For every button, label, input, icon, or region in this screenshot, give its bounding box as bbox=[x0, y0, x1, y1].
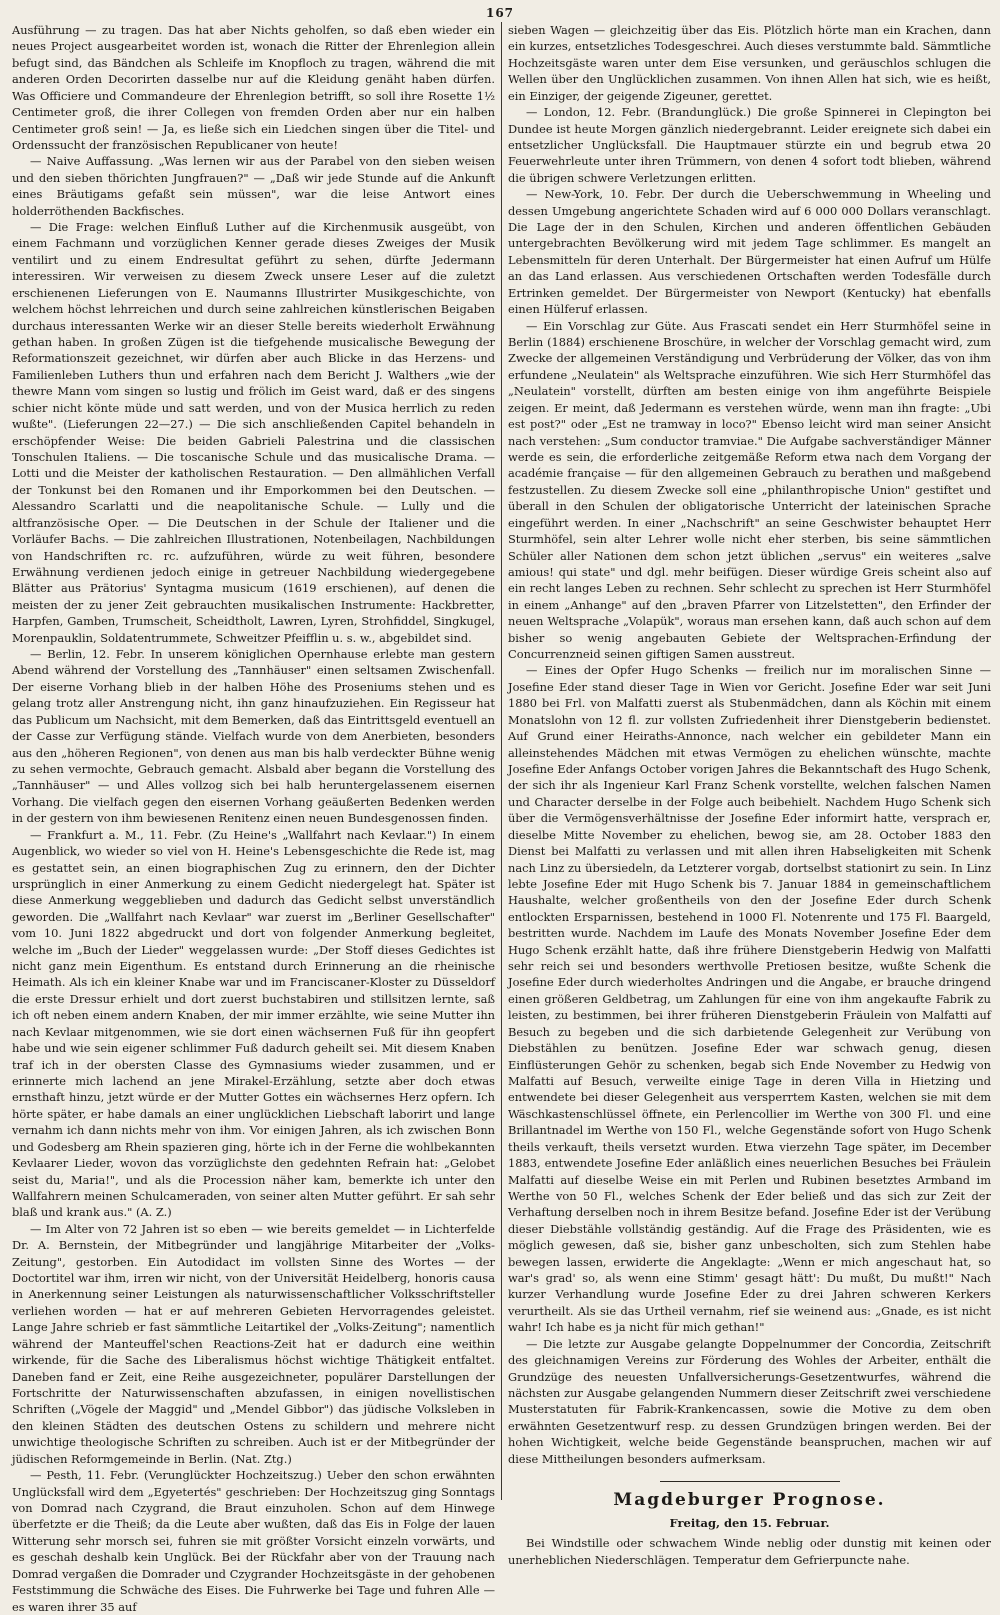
article-paragraph: Ausführung — zu tragen. Das hat aber Nichts geholfen, so daß eben wieder ein neues Project ausgearbeitet worden ist, wonach die Ritter der Ehrenlegion allein befugt sind, das Bändchen als Schleife im Knopfloch zu tragen, während die mit anderen Orden Decorirten dasselbe nur auf die Kleidung genäht haben dürfen. Was Officiere und Commandeure der Ehrenlegion betrifft, so soll ihre Rosette 1½ Centimeter groß, die ihrer Collegen von fremden Orden aber nur ein halben Centimeter groß sein! — Ja, es ließe sich ein Liedchen singen über die Titel- und Ordenssucht der französischen Republicaner von heute! bbox=[12, 23, 495, 152]
article-paragraph: — New-York, 10. Febr. Der durch die Ueberschwemmung in Wheeling und dessen Umgebung angerichtete Schaden wird auf 6 000 000 Dollars veranschlagt. Die Lage der in den Schulen, Kirchen und anderen öffentlichen Gebäuden untergebrachten Bevölkerung wird mit jedem Tage schlimmer. Es mangelt an Lebensmitteln für deren Unterhalt. Der Bürgermeister hat einen Aufruf um Hülfe an das Land erlassen. Aus verschiedenen Ortschaften werden Todesfälle durch Ertrinken gemeldet. Der Bürgermeister von Newport (Kentucky) hat ebenfalls einen Hülferuf erlassen. bbox=[508, 187, 991, 317]
article-paragraph: — Pesth, 11. Febr. (Verunglückter Hochzeitszug.) Ueber den schon erwähnten Unglücksfall wird dem „Egyetertés" geschrieben: Der Hochzeitszug ging Sonntags von Domrad nach Czygrand, die Braut einzuholen. Schon auf dem Hinwege überfetzte er die Theiß; da die Leute aber wußten, daß das Eis in Folge der lauen Witterung sehr morsch sei, fuhren sie mit größter Vorsicht einzeln vorwärts, und es geschah deshalb kein Unglück. Bei der Rückfahr aber von der Trauung nach Domrad vergaßen die Domrader und Czygrander Hochzeitsgäste in der gehobenen Feststimmung die Schwäche des Eises. Die Fuhrwerke bei Tage und fuhren Alle — es waren ihrer 35 auf bbox=[12, 1468, 495, 1614]
article-paragraph: — Eines der Opfer Hugo Schenks — freilich nur im moralischen Sinne — Josefine Eder stand dieser Tage in Wien vor Gericht. Josefine Eder war seit Juni 1880 bei Frl. von Malfatti zuerst als Stubenmädchen, dann als Köchin mit einem Monatslohn von 12 fl. zur vollsten Zufriedenheit ihrer Dienstgeberin bedienstet. Auf Grund einer Heiraths-Annonce, nach welcher ein gebildeter Mann ein alleinstehendes Mädchen mit etwas Vermögen zu ehelichen wünschte, machte Josefine Eder Anfangs October vorigen Jahres die Bekanntschaft des Hugo Schenk, der sich ihr als Ingenieur Karl Franz Schenk vorstellte, welchen falschen Namen und Character derselbe in der Folge auch beibehielt. Nachdem Hugo Schenk sich über die Vermögensverhältnisse der Josefine Eder informirt hatte, versprach er, dieselbe Mitte November zu ehelichen, bewog sie, am 28. October 1883 den Dienst bei Malfatti zu verlassen und mit allen ihren Habseligkeiten mit Schenk nach Linz zu übersiedeln, da Letzterer vorgab, dortselbst stationirt zu sein. In Linz lebte Josefine Eder mit Hugo Schenk bis 7. Januar 1884 in gemeinschaftlichem Haushalte, welcher großentheils von den der Josefine Eder durch Schenk entlockten Ersparnissen, bestehend in 1000 Fl. Notenrente und 175 Fl. Baargeld, bestritten wurde. Nachdem im Laufe des Monats November Josefine Eder dem Hugo Schenk erzählt hatte, daß ihre frühere Dienstgeberin Hedwig von Malfatti sehr reich sei und besonders werthvolle Pretiosen besitze, wußte Schenk die Josefine Eder durch wiederholtes Andringen und die Angabe, er brauche dringend einen größeren Geldbetrag, um Zahlungen für eine von ihm angekaufte Fabrik zu leisten, zu bestimmen, bei ihrer früheren Dienstgeberin Fräulein von Malfatti auf Besuch zu begeben und die sich darbietende Gelegenheit zur Verübung von Diebstählen zu benützen. Josefine Eder war schwach genug, diesen Einflüsterungen Gehör zu schenken, begab sich Ende November zu Hedwig von Malfatti auf Besuch, verweilte einige Tage in deren Villa in Hietzing und entwendete bei dieser Gelegenheit aus versperrtem Kasten, welchen sie mit dem Wäschkastenschlüssel öffnete, ein Perlencollier im Werthe von 300 Fl. und eine Brillantnadel im Werthe von 150 Fl., welche Gegenstände sofort von Hugo Schenk theils verkauft, theils versetzt wurden. Etwa vierzehn Tage später, im December 1883, entwendete Josefine Eder anläßlich eines neuerlichen Besuches bei Fräulein Malfatti auf dieselbe Weise ein mit Perlen und Rubinen besetztes Armband im Werthe von 50 Fl., welches Schenk der Eder beließ und das sich zur Zeit der Verhaftung derselben noch in ihrem Besitze befand. Josefine Eder ist der Verübung dieser Diebstähle vollständig geständig. Auf die Frage des Präsidenten, wie es möglich gewesen, daß sie, bisher ganz unbescholten, sich zum Stehlen habe bewegen lassen, erwiderte die Angeklagte: „Wenn er mich angeschaut hat, so war's grad' so, als wenn eine Stimm' gesagt hätt': Du mußt, Du mußt!" Nach kurzer Verhandlung wurde Josefine Eder zu drei Jahren schweren Kerkers verurtheilt. Als sie das Urtheil vernahm, rief sie weinend aus: „Gnade, es ist nicht wahr! Ich habe es ja nicht für mich gethan!" bbox=[508, 663, 991, 1335]
left-column bbox=[12, 22, 495, 1614]
article-paragraph: — Ein Vorschlag zur Güte. Aus Frascati sendet ein Herr Sturmhöfel seine in Berlin (1884) erschienene Broschüre, in welcher der Vorschlag gemacht wird, zum Zwecke der allgemeinen Verständigung und Verbrüderung der Völker, das von ihm erfundene „Neulatein" als Weltsprache einzuführen. Wie sich Herr Sturmhöfel das „Neulatein" vorstellt, dürften am besten einige von ihm angeführte Beispiele zeigen. Er meint, daß Jedermann es verstehen würde, wenn man ihn fragte: „Ubi est post?" oder „Est ne tramway in loco?" Ebenso leicht wird man seiner Ansicht nach verstehen: „Sum conductor tramviae." Die Aufgabe sachverständiger Männer werde es sein, die erforderliche zeitgemäße Reform etwa nach dem Vorgang der académie française — für den allgemeinen Gebrauch zu berathen und maßgebend festzustellen. Zu diesem Zwecke soll eine „philanthropische Union" gestiftet und überall in den Schulen der obligatorische Unterricht der lateinischen Sprache eingeführt werden. In einer „Nachschrift" an seine Geschwister behauptet Herr Sturmhöfel, sein alter Lehrer wolle nicht eher sterben, bis seine sämmtlichen Schüler aller Nationen dem schon jetzt üblichen „servus" ein weiteres „salve amious! qui state" und dgl. mehr beifügen. Dieser würdige Greis scheint also auf ein recht langes Leben zu rechnen. Sehr schlecht zu sprechen ist Herr Sturmhöfel in einem „Anhange" auf den „braven Pfarrer von Litzelstetten", den Erfinder der neuen Weltsprache „Volapük", woraus man ersehen kann, daß auch schon auf dem bisher so wenig angebauten Gebiete der Weltsprachen-Erfindung der Concurrenzneid seinen giftigen Samen ausstreut. bbox=[508, 318, 991, 662]
article-paragraph: — Berlin, 12. Febr. In unserem königlichen Opernhause erlebte man gestern Abend während der Vorstellung des „Tannhäuser" einen seltsamen Zwischenfall. Der eiserne Vorhang blieb in der halben Höhe des Proseniums stehen und es gelang trotz aller Anstrengung nicht, ihn ganz hinaufzuziehen. Ein Regisseur hat das Publicum um Nachsicht, mit dem Bemerken, daß das Eintrittsgeld eventuell an der Casse zur Verfügung stände. Vielfach wurde von dem Anerbieten, besonders aus den „höheren Regionen", von denen aus man bis halb verdeckter Bühne wenig zu sehen vermochte, Gebrauch gemacht. Alsbald aber begann die Vorstellung des „Tannhäuser" — und Alles vollzog sich bei halb heruntergelassenem eisernen Vorhang. Die vielfach gegen den eisernen Vorhang geäußerten Bedenken werden in der gestern von ihm bewiesenen Renitenz einen neuen Bundesgenossen finden. bbox=[12, 647, 495, 826]
article-paragraph: — London, 12. Febr. (Brandunglück.) Die große Spinnerei in Clepington bei Dundee ist heute Morgen gänzlich niedergebrannt. Leider ereignete sich dabei ein entsetzlicher Unglücksfall. Die Hauptmauer stürzte ein und begrub etwa 20 Feuerwehrleute unter ihren Trümmern, von denen 4 sofort todt blieben, während die übrigen schwere Verletzungen erlitten. bbox=[508, 105, 991, 185]
forecast-text: Bei Windstille oder schwachem Winde neblig oder dunstig mit keinen oder unerheblichen Niederschlägen. Temperatur dem Gefrierpuncte nahe. bbox=[508, 1536, 991, 1567]
article-paragraph: — Naive Auffassung. „Was lernen wir aus der Parabel von den sieben weisen und den sieben thörichten Jungfrauen?" — „Daß wir jede Stunde auf die Ankunft eines Bräutigams gefaßt sein müssen", war die leise Antwort eines holderröthenden Backfisches. bbox=[12, 154, 495, 218]
page-number: 167 bbox=[485, 6, 515, 20]
article-paragraph: — Im Alter von 72 Jahren ist so eben — wie bereits gemeldet — in Lichterfelde Dr. A. Bernstein, der Mitbegründer und langjährige Mitarbeiter der „Volks-Zeitung", gestorben. Ein Autodidact im vollsten Sinne des Wortes — der Doctortitel war ihm, irren wir nicht, von der Universität Heidelberg, honoris causa in Anerkennung seiner Leistungen als naturwissenschaftlicher Volksschriftsteller verliehen worden — hat er auf mehreren Gebieten Hervorragendes geleistet. Lange Jahre schrieb er fast sämmtliche Leitartikel der „Volks-Zeitung"; namentlich während der Manteuffel'schen Reactions-Zeit hat er dadurch eine weithin wirkende, für die Sache des Liberalismus höchst wichtige Thätigkeit entfaltet. Daneben fand er Zeit, eine Reihe ausgezeichneter, populärer Darstellungen der Fortschritte der Naturwissenschaften abzufassen, in einigen novellistischen Schriften („Vögele der Maggid" und „Mendel Gibbor") das jüdische Volksleben in den kleinen Städten des deutschen Ostens zu schildern und mehrere nicht unwichtige theologische Schriften zu schreiben. Auch ist er der Mitbegründer der jüdischen Reformgemeinde in Berlin. (Nat. Ztg.) bbox=[12, 1221, 495, 1466]
right-column bbox=[508, 22, 991, 1567]
article-paragraph: sieben Wagen — gleichzeitig über das Eis. Plötzlich hörte man ein Krachen, dann ein kurzes, entsetzliches Todesgeschrei. Auch dieses verstummte bald. Sämmtliche Hochzeitsgäste waren unter dem Eise versunken, und geräuschlos schlugen die Wellen über den Unglücklichen zusammen. Von ihnen Allen hat sich, wie es heißt, ein Einziger, der geigende Zigeuner, gerettet. bbox=[508, 23, 991, 103]
forecast-date: Freitag, den 15. Februar. bbox=[669, 1515, 830, 1530]
forecast-title: Magdeburger Prognose. bbox=[613, 1490, 886, 1511]
article-paragraph: — Die Frage: welchen Einfluß Luther auf die Kirchenmusik ausgeübt, von einem Fachmann und vorzüglichen Kenner gerade dieses Zweiges der Musik ventilirt und zu einem Endresultat geführt zu sehen, dürfte Jedermann interessiren. Wir verweisen zu diesem Zweck unsere Leser auf die zuletzt erschienenen Lieferungen von E. Naumanns Illustrirter Musikgeschichte, von welchem höchst lehrreichen und durch seine zahlreichen künstlerischen Beigaben durchaus interessanten Werke wir an dieser Stelle bereits wiederholt Erwähnung gethan haben. In großen Zügen ist die tiefgehende musicalische Bewegung der Reformationszeit gezeichnet, wir dürfen aber auch Blicke in das Herzens- und Familienleben Luthers thun und erfahren nach dem Bericht J. Walthers „wie der thewre Mann vom singen so lustig und frölich im Geist ward, daß er des singens schier nicht könte müde und satt werden, und von der Musica herrlich zu reden wußte". (Lieferungen 22—27.) — Die sich anschließenden Capitel behandeln in erschöpfender Weise: Die beiden Gabrieli Palestrina und die classischen Tonschulen Italiens. — Die toscanische Schule und das musicalische Drama. — Lotti und die Meister der katholischen Restauration. — Den allmählichen Verfall der Tonkunst bei den Romanen und ihr Emporkommen bei den Deutschen. — Alessandro Scarlatti und die neapolitanische Schule. — Lully und die altfranzösische Oper. — Die Deutschen in der Schule der Italiener und die Vorläufer Bachs. — Die zahlreichen Illustrationen, Notenbeilagen, Nachbildungen von Handschriften rc. rc. aufzuführen, würde zu weit führen, besondere Erwähnung verdienen jedoch einige in getreuer Nachbildung wiedergegebene Blätter aus Prätorius' Syntagma musicum (1619 erschienen), auf denen die meisten der zu jener Zeit gebrauchten musikalischen Instrumente: Hackbretter, Harpfen, Gamben, Trumscheit, Scheidtholt, Lawren, Lyren, Strohfiddel, Singkugel, Morenpauklin, Soldatentrummete, Schweitzer Pfeifflin u. s. w., abgebildet sind. bbox=[12, 220, 495, 645]
section-rule bbox=[660, 1481, 840, 1482]
article-paragraph: — Frankfurt a. M., 11. Febr. (Zu Heine's „Wallfahrt nach Kevlaar.") In einem Augenblick, wo wieder so viel von H. Heine's Lebensgeschichte die Rede ist, mag es gestattet sein, an einen biographischen Zug zu erinnern, den der Dichter ursprünglich in einer Anmerkung zu einem Gedicht niedergelegt hat. Später ist diese Anmerkung weggeblieben und dadurch das Gedicht selbst unverständlich geworden. Die „Wallfahrt nach Kevlaar" war zuerst im „Berliner Gesellschafter" vom 10. Juni 1822 abgedruckt und dort von folgender Anmerkung begleitet, welche im „Buch der Lieder" weggelassen wurde: „Der Stoff dieses Gedichtes ist nicht ganz mein Eigenthum. Es entstand durch Erinnerung an die rheinische Heimath. Als ich ein kleiner Knabe war und im Franciscaner-Kloster zu Düsseldorf die erste Dressur erhielt und dort zuerst buchstabiren und stillsitzen lernte, saß ich oft neben einem andern Knaben, der mir immer erzählte, wie seine Mutter ihn nach Kevlaar mitgenommen, wie sie dort einen wächsernen Fuß für ihn geopfert habe und wie sein eigener schlimmer Fuß dadurch geheilt sei. Mit diesem Knaben traf ich in der obersten Classe des Gymnasiums wieder zusammen, und er erinnerte mich lachend an jene Mirakel-Erzählung, setzte aber doch etwas ernsthaft hinzu, jetzt würde er der Mutter Gottes ein wächsernes Herz opfern. Ich hörte später, er habe damals an einer unglücklichen Liebschaft laborirt und lange vernahm ich dann nichts mehr von ihm. Vor einigen Jahren, als ich zwischen Bonn und Godesberg am Rhein spazieren ging, hörte ich in der Ferne die wohlbekannten Kevlaarer Lieder, wovon das vorzüglichste den gedehnten Refrain hat: „Gelobet seist du, Maria!", und als die Procession näher kam, bemerkte ich unter den Wallfahrern meinen Schulcameraden, von seiner alten Mutter geführt. Er sah sehr blaß und krank aus." (A. Z.) bbox=[12, 827, 495, 1220]
column-divider bbox=[501, 22, 502, 1500]
article-paragraph: — Die letzte zur Ausgabe gelangte Doppelnummer der Concordia, Zeitschrift des gleichnamigen Vereins zur Förderung des Wohles der Arbeiter, enthält die Grundzüge des neuesten Unfallversicherungs-Gesetzentwurfes, während die nächsten zur Ausgabe gelangenden Nummern dieser Zeitschrift zwei verschiedene Musterstatuten für Fabrik-Krankencassen, sowie die Motive zu dem oben erwähnten Gesetzentwurf resp. zu dessen Grundzügen bringen werden. Bei der hohen Wichtigkeit, welche beide Gegenstände beanspruchen, machen wir auf diese Mittheilungen besonders aufmerksam. bbox=[508, 1336, 991, 1466]
